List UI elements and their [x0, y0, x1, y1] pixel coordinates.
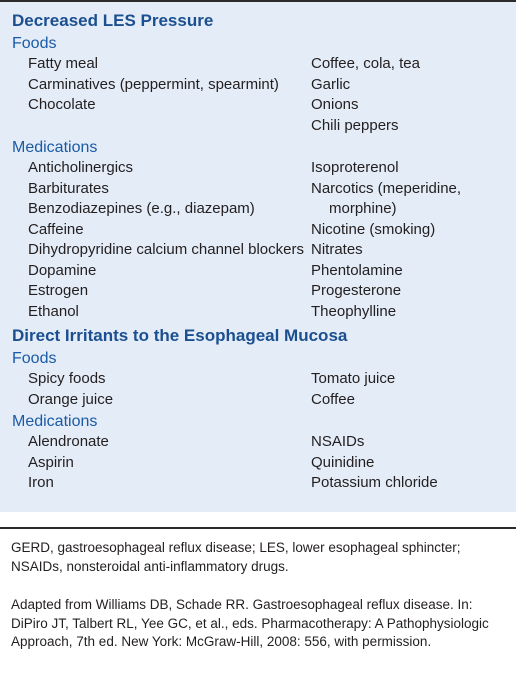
- list-item: Dihydropyridine calcium channel blockers: [28, 241, 304, 258]
- bottom-rule: [0, 527, 516, 529]
- foods-left-list: [12, 54, 311, 136]
- list-item: Barbiturates: [28, 179, 109, 197]
- list-item: Benzodiazepines (e.g., diazepam): [28, 200, 255, 217]
- list-item: Coffee: [311, 390, 355, 408]
- source-footnote: Adapted from Williams DB, Schade RR. Gastroesophageal reflux disease. In: DiPiro JT, Talbert RL, Yee GC, et al., eds. Pharmacotherapy: A Pathophysiologic Approach, 7th ed. New York: McGraw-Hill, 2008: 556, with permission.: [11, 597, 489, 649]
- top-rule: [0, 0, 516, 2]
- medications-columns: [12, 432, 506, 494]
- section-decreased-les-pressure: [12, 10, 506, 322]
- list-item: Tomato juice: [311, 370, 396, 387]
- medications-columns: [12, 158, 506, 322]
- foods-left-list: [12, 369, 311, 410]
- list-item: Estrogen: [28, 282, 89, 299]
- list-item: Potassium chloride: [311, 474, 438, 491]
- list-item: Aspirin: [28, 453, 74, 471]
- list-item: Progesterone: [311, 282, 402, 299]
- medications-left-list: [12, 432, 311, 494]
- medications-right-list: [311, 158, 506, 322]
- list-item: Alendronate: [28, 433, 109, 450]
- medications-left-list: [12, 158, 311, 322]
- group-title-medications: Medications: [12, 413, 98, 430]
- section-direct-irritants: [12, 325, 506, 494]
- foods-right-list: [311, 369, 506, 410]
- list-item: Theophylline: [311, 302, 397, 320]
- foods-right-list: [311, 54, 506, 136]
- list-item: Garlic: [311, 75, 351, 93]
- list-item: Narcotics (meperidine, morphine): [311, 179, 462, 217]
- group-title-foods: Foods: [12, 350, 57, 367]
- foods-columns: [12, 54, 506, 136]
- list-item: Nitrates: [311, 241, 363, 258]
- list-item: Iron: [28, 474, 54, 491]
- abbreviations-footnote: GERD, gastroesophageal reflux disease; LES, lower esophageal sphincter; NSAIDs, nonsteroidal anti-inflammatory drugs.: [11, 540, 461, 574]
- list-item: Fatty meal: [28, 55, 99, 72]
- list-item: Ethanol: [28, 302, 79, 320]
- group-title-medications: Medications: [12, 139, 98, 156]
- list-item: Phentolamine: [311, 261, 403, 279]
- list-item: Anticholinergics: [28, 159, 134, 176]
- list-item: Coffee, cola, tea: [311, 55, 420, 72]
- list-item: Caffeine: [28, 220, 84, 238]
- list-item: Chocolate: [28, 96, 96, 113]
- foods-columns: [12, 369, 506, 410]
- list-item: Isoproterenol: [311, 159, 399, 176]
- section-title: Direct Irritants to the Esophageal Mucosa: [12, 326, 348, 345]
- list-item: Carminatives (peppermint, spearmint): [28, 75, 279, 93]
- list-item: Onions: [311, 96, 359, 113]
- list-item: Nicotine (smoking): [311, 220, 436, 238]
- list-item: Dopamine: [28, 261, 97, 279]
- medications-right-list: [311, 432, 506, 494]
- list-item: Spicy foods: [28, 370, 106, 387]
- list-item: Quinidine: [311, 453, 375, 471]
- section-title: Decreased LES Pressure: [12, 11, 214, 30]
- list-item: NSAIDs: [311, 433, 365, 450]
- group-title-foods: Foods: [12, 35, 57, 52]
- list-item: Orange juice: [28, 390, 114, 408]
- list-item: Chili peppers: [311, 116, 399, 134]
